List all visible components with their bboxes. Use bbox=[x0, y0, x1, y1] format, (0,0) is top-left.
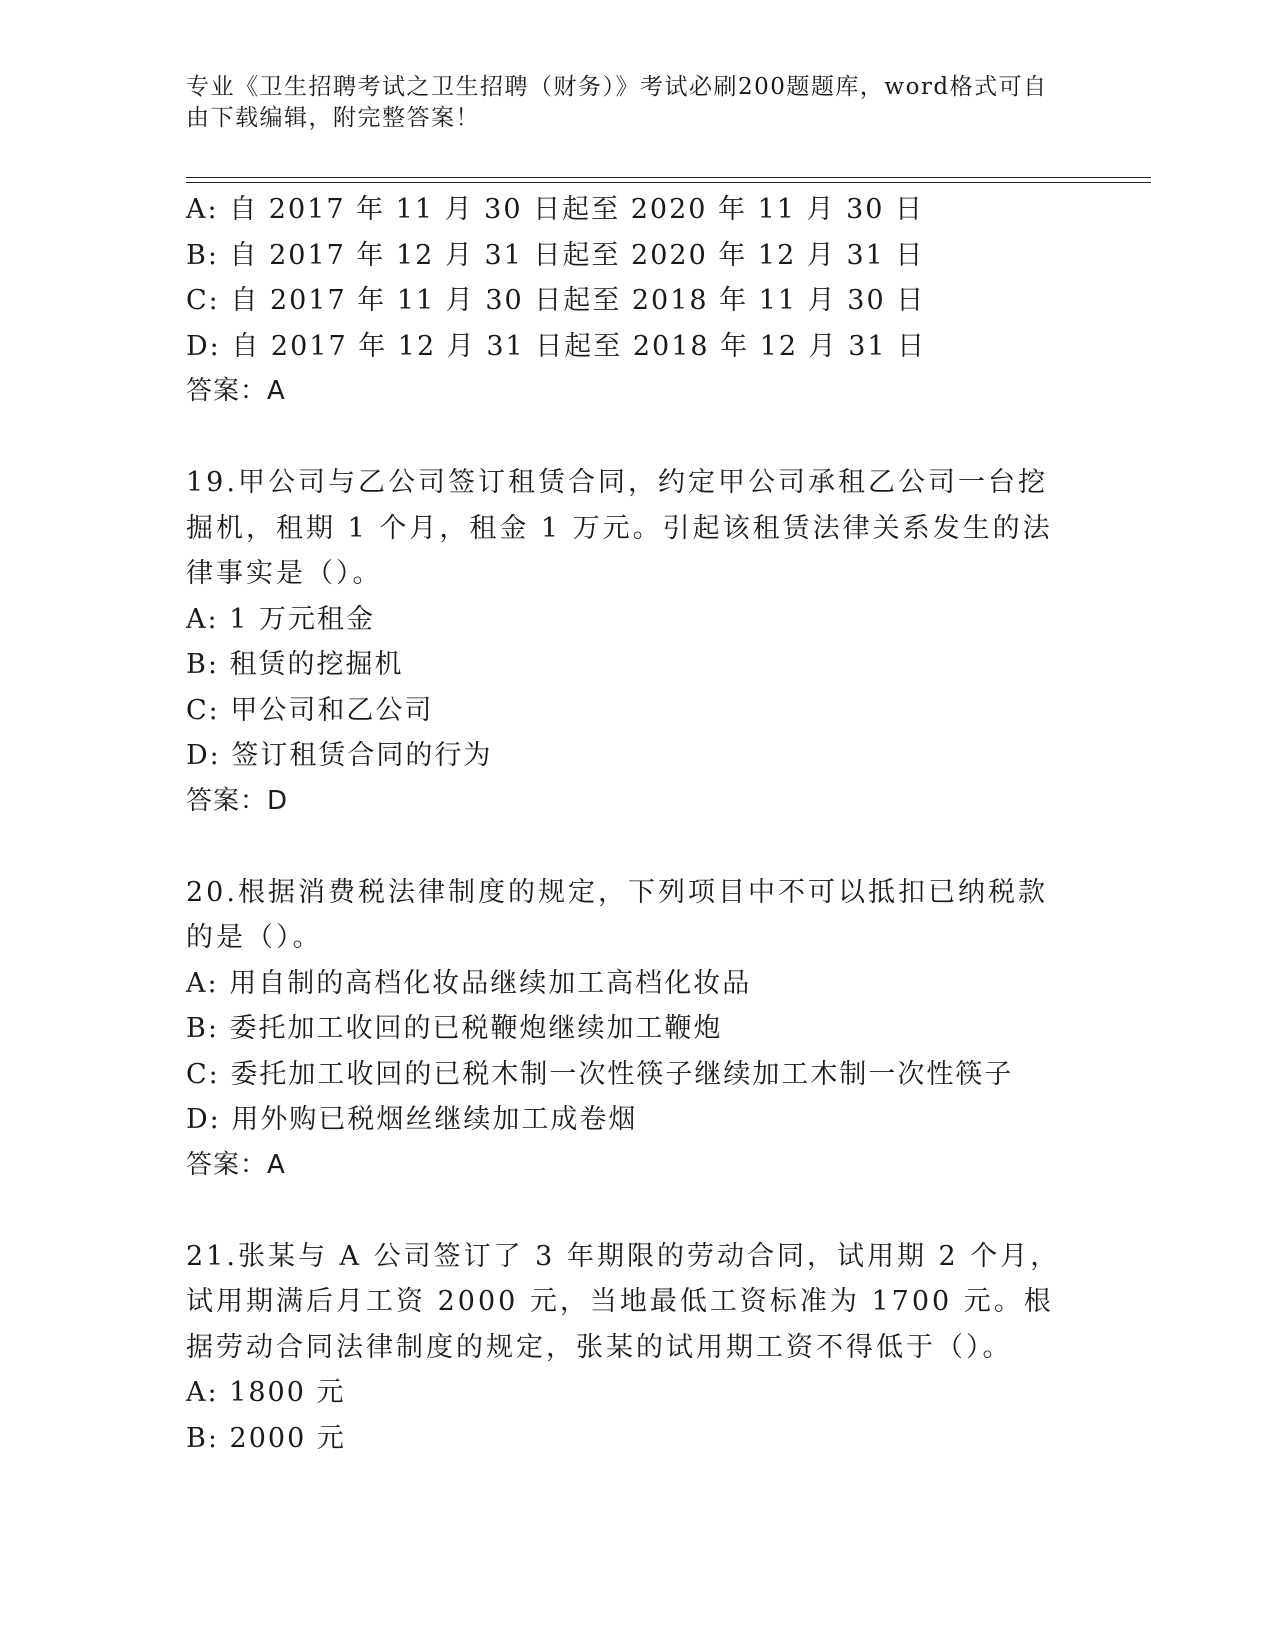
answer-line: 答案：A bbox=[186, 376, 286, 406]
spacer bbox=[186, 1188, 1086, 1234]
header-divider-bottom bbox=[186, 182, 1151, 183]
question-18-continued bbox=[186, 187, 1086, 415]
spacer bbox=[186, 824, 1086, 870]
option-a: A: 1800 元 bbox=[186, 1377, 346, 1408]
option-d: D: 自 2017 年 12 月 31 日起至 2018 年 12 月 31 日 bbox=[186, 330, 927, 362]
option-b: B: 委托加工收回的已税鞭炮继续加工鞭炮 bbox=[186, 1013, 723, 1044]
option-c: C: 自 2017 年 11 月 30 日起至 2018 年 11 月 30 日 bbox=[186, 285, 926, 316]
answer-line: 答案：A bbox=[186, 1149, 286, 1180]
question-19 bbox=[186, 460, 1086, 824]
question-21 bbox=[186, 1234, 1086, 1462]
spacer bbox=[186, 415, 1086, 461]
option-c: C: 甲公司和乙公司 bbox=[186, 694, 434, 726]
header-divider-top bbox=[186, 177, 1151, 178]
question-stem: 20.根据消费税法律制度的规定，下列项目中不可以抵扣已纳税款的是（）。 bbox=[186, 876, 1048, 953]
option-b: B: 租赁的挖掘机 bbox=[186, 649, 404, 680]
option-d: D: 签订租赁合同的行为 bbox=[186, 740, 493, 771]
document-header: 专业《卫生招聘考试之卫生招聘（财务）》考试必刷200题题库，word格式可自由下载编辑，附完整答案！ bbox=[186, 74, 1048, 131]
option-a: A: 1 万元租金 bbox=[186, 603, 375, 635]
option-a: A: 用自制的高档化妆品继续加工高档化妆品 bbox=[186, 967, 752, 999]
option-a: A: 自 2017 年 11 月 30 日起至 2020 年 11 月 30 日 bbox=[186, 194, 925, 225]
question-20 bbox=[186, 870, 1086, 1189]
question-stem: 19.甲公司与乙公司签订租赁合同，约定甲公司承租乙公司一台挖掘机，租期 1 个月，租金 1 万元。引起该租赁法律关系发生的法律事实是（）。 bbox=[186, 467, 1053, 589]
option-c: C: 委托加工收回的已税木制一次性筷子继续加工木制一次性筷子 bbox=[186, 1058, 1014, 1090]
answer-line: 答案：D bbox=[186, 785, 289, 816]
question-list bbox=[186, 187, 1086, 1461]
option-d: D: 用外购已税烟丝继续加工成卷烟 bbox=[186, 1104, 638, 1135]
option-b: B: 2000 元 bbox=[186, 1422, 346, 1454]
option-b: B: 自 2017 年 12 月 31 日起至 2020 年 12 月 31 日 bbox=[186, 239, 925, 271]
question-stem: 21.张某与 A 公司签订了 3 年期限的劳动合同，试用期 2 个月，试用期满后月工资 2000 元，当地最低工资标准为 1700 元。根据劳动合同法律制度的规定，张某的试用期工资不得低于（）。 bbox=[186, 1240, 1061, 1363]
